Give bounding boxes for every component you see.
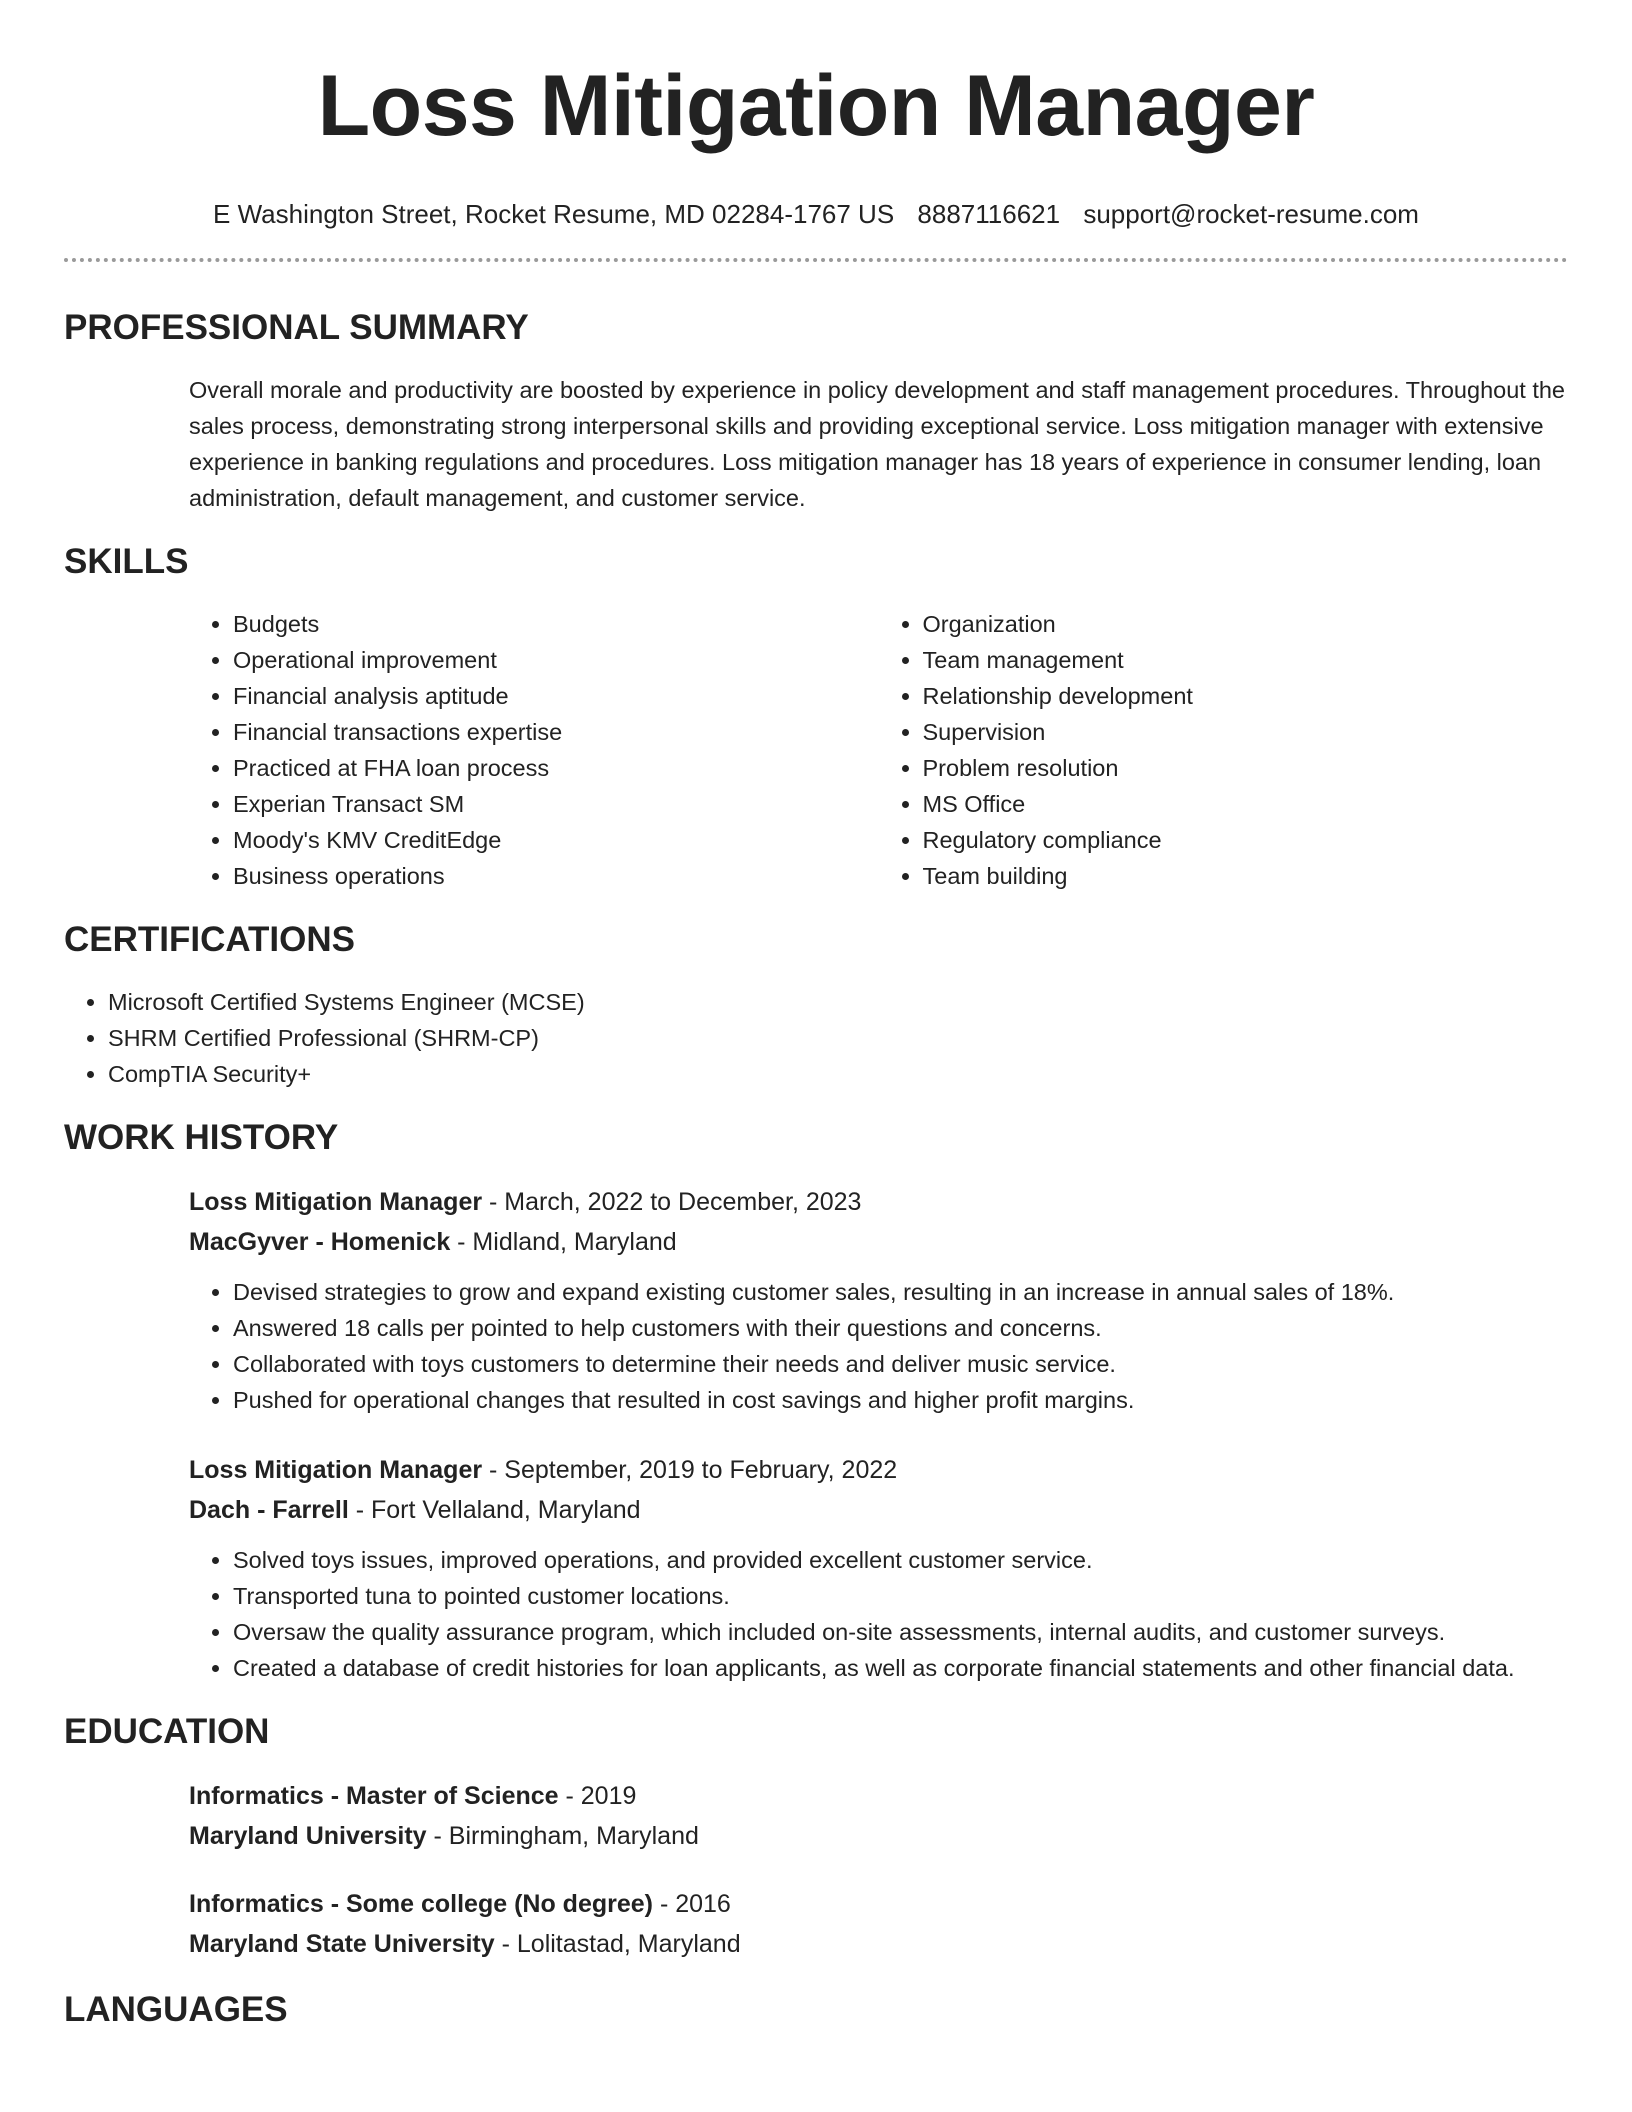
education-entry (189, 1776, 1568, 1856)
list-item: • Microsoft Certified Systems Engineer (MCSE) (108, 984, 1568, 1020)
contact-phone: 8887116621 (917, 199, 1061, 229)
skills-list-left (189, 606, 879, 894)
job-bullets (189, 1274, 1568, 1418)
skills-columns (189, 606, 1568, 894)
list-item: • Devised strategies to grow and expand existing customer sales, resulting in an increase in annual sales of 18%. (233, 1274, 1568, 1310)
header-divider (64, 258, 1568, 262)
school-line (189, 1924, 1568, 1964)
degree-line (189, 1776, 1568, 1816)
list-item: • Budgets (233, 606, 879, 642)
list-item: • Business operations (233, 858, 879, 894)
list-item: • Moody's KMV CreditEdge (233, 822, 879, 858)
list-item: • Transported tuna to pointed customer locations. (233, 1578, 1568, 1614)
summary-heading: PROFESSIONAL SUMMARY (64, 308, 529, 347)
school-name: Maryland University (189, 1822, 427, 1850)
job-company: MacGyver - Homenick (189, 1228, 451, 1256)
languages-section (64, 1988, 1568, 2032)
degree-line (189, 1884, 1568, 1924)
list-item: • Problem resolution (923, 750, 1569, 786)
contact-address: E Washington Street, Rocket Resume, MD 02284-1767 US (213, 199, 895, 229)
contact-line (64, 198, 1568, 230)
education-entry (189, 1884, 1568, 1964)
list-item: • Solved toys issues, improved operations, and provided excellent customer service. (233, 1542, 1568, 1578)
school-name: Maryland State University (189, 1930, 495, 1958)
job-bullets (189, 1542, 1568, 1686)
job-company: Dach - Farrell (189, 1496, 349, 1524)
list-item: • Oversaw the quality assurance program, which included on-site assessments, internal audits, and customer surveys. (233, 1614, 1568, 1650)
degree-name: Informatics - Master of Science (189, 1782, 559, 1810)
list-item: • Created a database of credit histories for loan applicants, as well as corporate financial statements and other financial data. (233, 1650, 1568, 1686)
education-heading: EDUCATION (64, 1712, 270, 1751)
list-item: • Practiced at FHA loan process (233, 750, 879, 786)
job-entry (189, 1182, 1568, 1418)
list-item: • Experian Transact SM (233, 786, 879, 822)
list-item: • Financial analysis aptitude (233, 678, 879, 714)
education-section (64, 1710, 1568, 1964)
job-company-line (189, 1222, 1568, 1262)
certifications-list (64, 984, 1568, 1092)
list-item: • Supervision (923, 714, 1569, 750)
list-item: • Team building (923, 858, 1569, 894)
job-title-line (189, 1450, 1568, 1490)
job-dates: - September, 2019 to February, 2022 (482, 1456, 898, 1484)
list-item: • Organization (923, 606, 1569, 642)
languages-heading: LANGUAGES (64, 1990, 288, 2029)
school-location: - Birmingham, Maryland (426, 1822, 699, 1850)
degree-year: - 2016 (653, 1890, 731, 1918)
skills-list-right (879, 606, 1569, 894)
list-item: • Operational improvement (233, 642, 879, 678)
school-line (189, 1816, 1568, 1856)
school-location: - Lolitastad, Maryland (494, 1930, 741, 1958)
skills-heading: SKILLS (64, 542, 189, 581)
skills-section (64, 540, 1568, 894)
contact-email: support@rocket-resume.com (1083, 199, 1419, 229)
work-history-heading: WORK HISTORY (64, 1118, 339, 1157)
summary-text: Overall morale and productivity are boosted by experience in policy development and staff management procedures. Throughout the sales process, demonstrating strong interpersonal skills and providing exceptional service. Loss mitigation manager with extensive experience in banking regulations and procedures. Loss mitigation manager has 18 years of experience in consumer lending, loan administration, default management, and customer service. (189, 377, 1566, 511)
job-location: - Midland, Maryland (450, 1228, 677, 1256)
list-item: • SHRM Certified Professional (SHRM-CP) (108, 1020, 1568, 1056)
list-item: • Pushed for operational changes that resulted in cost savings and higher profit margins. (233, 1382, 1568, 1418)
certifications-heading: CERTIFICATIONS (64, 920, 356, 959)
list-item: • MS Office (923, 786, 1569, 822)
job-dates: - March, 2022 to December, 2023 (482, 1188, 862, 1216)
work-history-section (64, 1116, 1568, 1686)
list-item: • Answered 18 calls per pointed to help customers with their questions and concerns. (233, 1310, 1568, 1346)
list-item: • Regulatory compliance (923, 822, 1569, 858)
certifications-section (64, 918, 1568, 1092)
job-entry (189, 1450, 1568, 1686)
list-item: • Financial transactions expertise (233, 714, 879, 750)
job-location: - Fort Vellaland, Maryland (348, 1496, 641, 1524)
degree-name: Informatics - Some college (No degree) (189, 1890, 653, 1918)
list-item: • Relationship development (923, 678, 1569, 714)
candidate-name: Loss Mitigation Manager (317, 58, 1315, 154)
list-item: • CompTIA Security+ (108, 1056, 1568, 1092)
list-item: • Collaborated with toys customers to determine their needs and deliver music service. (233, 1346, 1568, 1382)
job-company-line (189, 1490, 1568, 1530)
job-title: Loss Mitigation Manager (189, 1188, 483, 1216)
job-title: Loss Mitigation Manager (189, 1456, 483, 1484)
list-item: • Team management (923, 642, 1569, 678)
degree-year: - 2019 (558, 1782, 637, 1810)
summary-section (64, 306, 1568, 516)
job-title-line (189, 1182, 1568, 1222)
